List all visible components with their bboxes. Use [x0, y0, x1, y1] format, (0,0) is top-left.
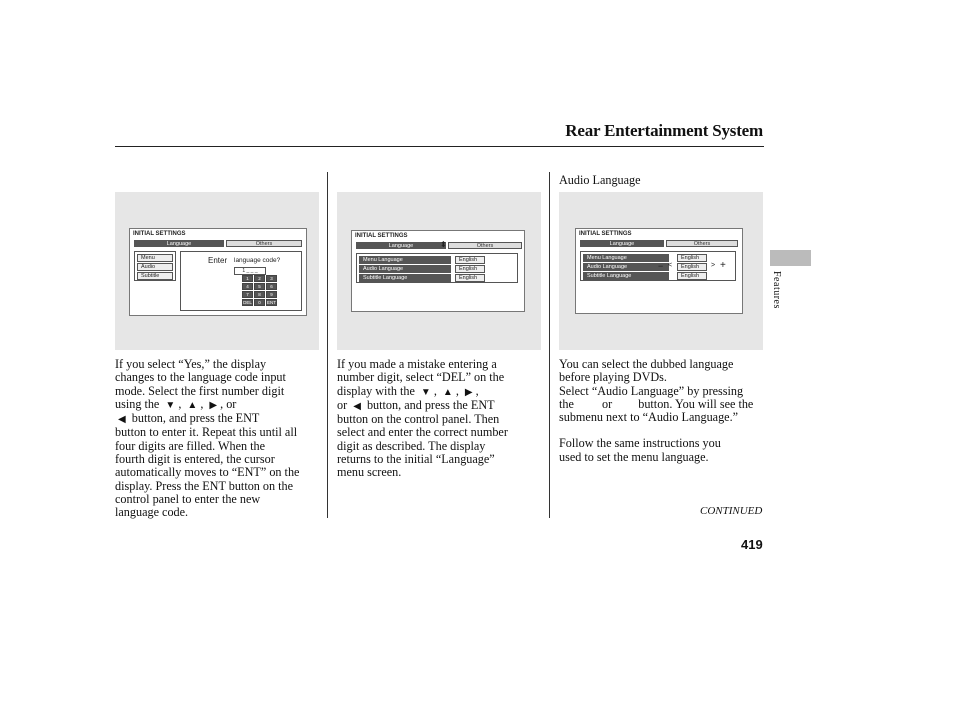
- subtitle-language-row: Subtitle Language: [583, 272, 669, 280]
- screen-language-code: [129, 228, 307, 316]
- col2-line: digit as described. The display: [337, 438, 486, 453]
- text-segment: ,: [433, 383, 437, 398]
- text-segment: ,: [200, 396, 204, 411]
- keypad-key: ENT: [267, 300, 276, 305]
- menu-language-value: English: [455, 256, 485, 264]
- keypad-key: DEL: [243, 300, 252, 305]
- col1-line: four digits are filled. When the: [115, 438, 266, 453]
- col2-line: [337, 385, 545, 399]
- figure-audio-language: [559, 192, 763, 350]
- col3-line: Follow the same instructions you: [559, 436, 721, 451]
- tab-others: Others: [448, 242, 522, 249]
- column-divider-2: [549, 172, 550, 518]
- cursor-icon: ⬍: [440, 240, 447, 249]
- menu-item-menu: Menu: [137, 254, 173, 262]
- audio-language-row: Audio Language: [583, 263, 669, 271]
- language-code-prompt: language code?: [234, 257, 281, 264]
- tab-language: Language: [134, 240, 224, 247]
- col3-line: Select “Audio Language” by pressing: [559, 383, 744, 398]
- menu-language-row: Menu Language: [583, 254, 669, 262]
- title-rule: [115, 146, 764, 147]
- right-arrow-icon: ▶: [209, 399, 218, 411]
- col1-line: button to enter it. Repeat this until all: [115, 425, 298, 440]
- tab-others: Others: [226, 240, 302, 247]
- greater-icon: >: [711, 262, 716, 269]
- enter-label: Enter: [208, 256, 228, 265]
- col1-line: control panel to enter the new: [115, 491, 261, 506]
- text-segment: ,: [455, 383, 459, 398]
- column-2-text: [337, 358, 545, 480]
- plus-icon: +: [720, 260, 726, 271]
- screen-header: INITIAL SETTINGS: [355, 233, 408, 239]
- column-divider-1: [327, 172, 328, 518]
- screen-header: INITIAL SETTINGS: [579, 231, 632, 237]
- menu-language-value: English: [677, 254, 707, 262]
- keypad-key: 1: [242, 275, 253, 282]
- page-number: 419: [741, 537, 763, 552]
- text-segment: the: [559, 396, 574, 411]
- text-segment: display with the: [337, 383, 415, 398]
- col1-line: language code.: [115, 505, 189, 520]
- col2-line: select and enter the correct number: [337, 425, 508, 440]
- page-title: Rear Entertainment System: [565, 121, 763, 140]
- col3-line: You can select the dubbed language: [559, 357, 734, 371]
- subtitle-language-value: English: [677, 272, 707, 280]
- code-display: 1 _ _ _: [234, 267, 266, 275]
- minus-icon: −: [658, 261, 664, 271]
- col2-line: button on the control panel. Then: [337, 412, 500, 427]
- col2-line: menu screen.: [337, 465, 402, 480]
- text-segment: button, and press the ENT: [131, 411, 260, 426]
- figure-language-menu: [337, 192, 541, 350]
- col2-line: number digit, select “DEL” on the: [337, 370, 505, 385]
- text-segment: ,: [178, 396, 182, 411]
- col1-line: If you select “Yes,” the display: [115, 357, 267, 371]
- col1-line: [115, 398, 325, 412]
- text-segment: or: [601, 396, 613, 411]
- tab-language: Language: [580, 240, 664, 247]
- tab-others: Others: [666, 240, 738, 247]
- section-tab: [770, 250, 811, 266]
- column-1-text: [115, 358, 325, 520]
- keypad-key: 2: [254, 275, 265, 282]
- menu-item-subtitle: Subtitle: [137, 272, 173, 280]
- continued-label: CONTINUED: [700, 505, 763, 517]
- audio-language-value: English: [455, 265, 485, 273]
- col1-line: changes to the language code input: [115, 370, 286, 385]
- col1-line: [115, 412, 325, 426]
- col1-line: display. Press the ENT button on the: [115, 478, 294, 493]
- keypad-key: 4: [242, 283, 253, 290]
- down-arrow-icon: ▼: [165, 399, 176, 411]
- col2-line: [337, 399, 545, 413]
- col1-line: mode. Select the first number digit: [115, 383, 285, 398]
- col2-line: If you made a mistake entering a: [337, 357, 497, 371]
- left-arrow-icon: ◀: [353, 400, 361, 412]
- right-arrow-icon: ▶: [464, 386, 473, 398]
- audio-language-value: English: [677, 263, 707, 271]
- section-label: Features: [771, 271, 782, 309]
- text-segment: , or: [220, 396, 237, 411]
- menu-language-row: Menu Language: [359, 256, 451, 264]
- text-segment: ,: [475, 383, 479, 398]
- down-arrow-icon: ▼: [420, 386, 431, 398]
- up-arrow-icon: ▲: [442, 386, 453, 398]
- col3-line: before playing DVDs.: [559, 370, 667, 385]
- subtitle-language-value: English: [455, 274, 485, 282]
- col1-line: fourth digit is entered, the cursor: [115, 452, 275, 467]
- figure-language-code: [115, 192, 319, 350]
- col1-line: automatically moves to “ENT” on the: [115, 465, 300, 480]
- keypad-key: 5: [254, 283, 265, 290]
- subtitle-language-row: Subtitle Language: [359, 274, 451, 282]
- col3-line: [559, 398, 765, 411]
- less-icon: <: [668, 262, 673, 269]
- text-segment: or: [337, 397, 348, 412]
- screen-language-menu: [351, 230, 525, 312]
- keypad-key: 8: [254, 291, 265, 298]
- menu-item-audio: Audio: [137, 263, 173, 271]
- col3-line: submenu next to “Audio Language.”: [559, 410, 739, 425]
- screen-header: INITIAL SETTINGS: [133, 231, 186, 237]
- tab-language: Language: [356, 242, 446, 249]
- audio-language-row: Audio Language: [359, 265, 451, 273]
- keypad-key: 3: [266, 275, 277, 282]
- left-arrow-icon: ◀: [118, 414, 126, 426]
- screen-audio-language: [575, 228, 743, 314]
- up-arrow-icon: ▲: [187, 399, 198, 411]
- keypad-key: 0: [254, 299, 265, 306]
- col3-line: used to set the menu language.: [559, 449, 709, 464]
- audio-language-caption: Audio Language: [559, 173, 641, 187]
- column-3-text: [559, 358, 765, 464]
- keypad-key: 9: [266, 291, 277, 298]
- keypad-key: 7: [242, 291, 253, 298]
- text-segment: button, and press the ENT: [366, 397, 495, 412]
- text-segment: button. You will see the: [638, 396, 754, 411]
- text-segment: using the: [115, 396, 160, 411]
- col2-line: returns to the initial “Language”: [337, 452, 495, 467]
- keypad-key: 6: [266, 283, 277, 290]
